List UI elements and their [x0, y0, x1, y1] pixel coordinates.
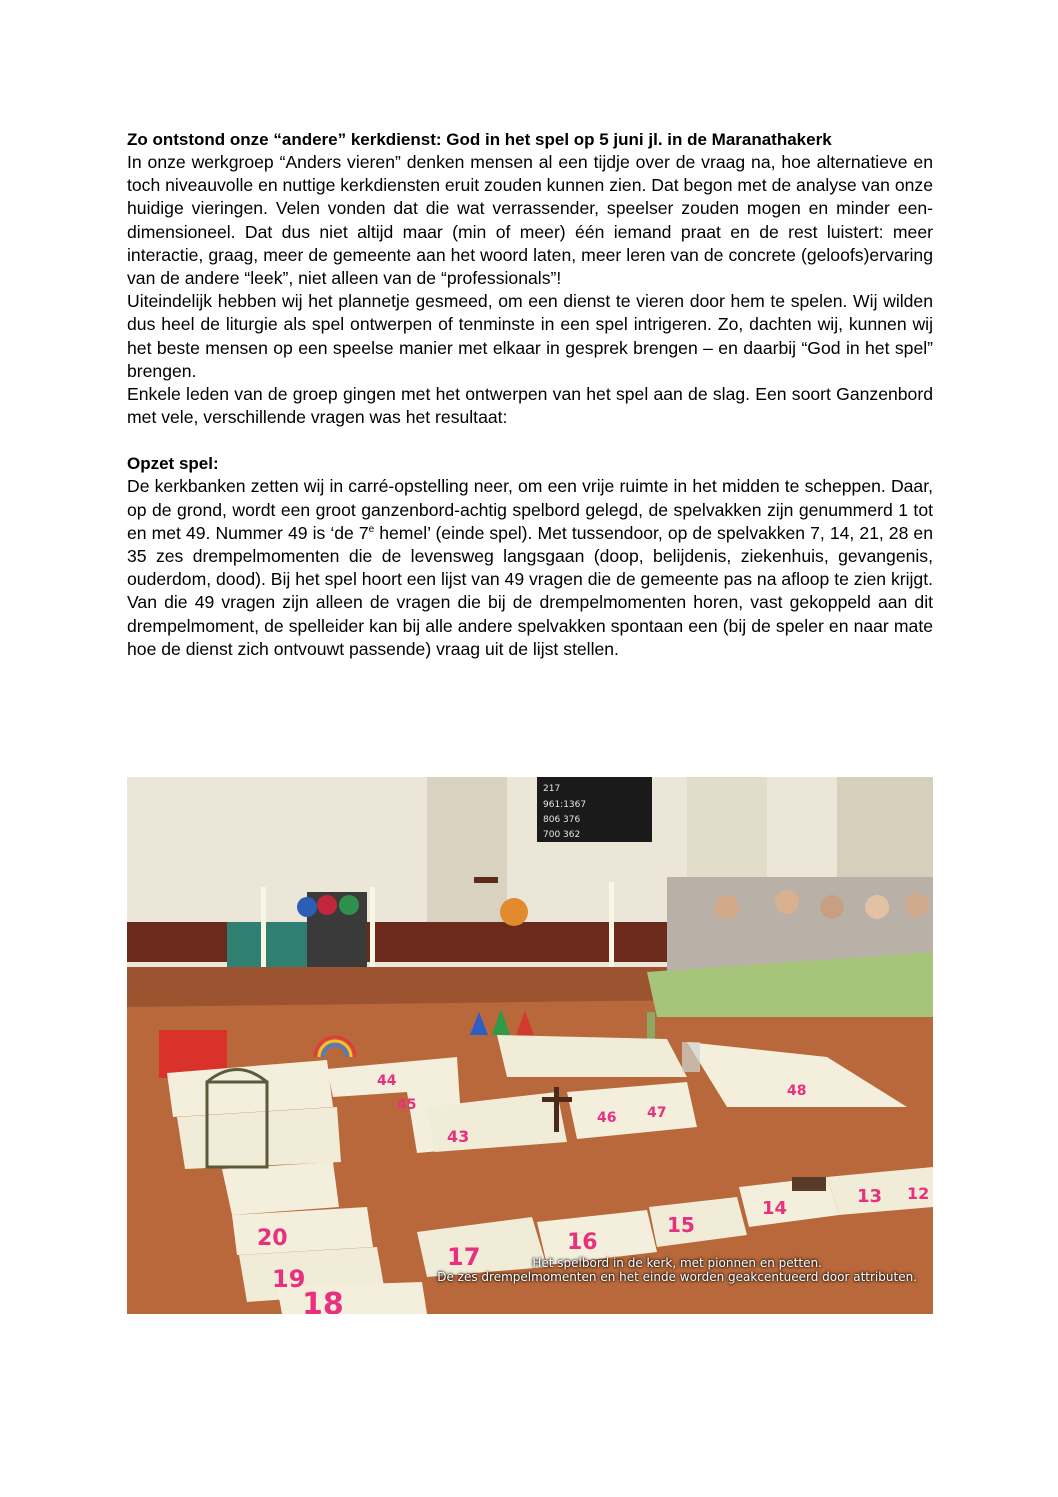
- board-tile: [497, 1035, 687, 1077]
- board-number: 17: [447, 1243, 481, 1271]
- caption-line-1: Het spelbord in de kerk, met pionnen en petten.: [532, 1256, 822, 1270]
- board-tile: [177, 1107, 341, 1169]
- wooden-cross: [542, 1097, 572, 1102]
- person: [775, 890, 799, 914]
- paragraph-intro-1: In onze werkgroep “Anders vieren” denken mensen al een tijdje over de vraag na, hoe alternatieve en toch niveauvolle en nuttige kerkdiensten eruit zouden kunnen zien. Dat begon met de analyse van onze huidige vieringen. Velen vonden dat die wat verrassender, speelser zouden mogen en minder een-dimensioneel. Dat dus niet altijd maar (min of meer) één iemand praat en de rest luistert: meer interactie, graag, meer de gemeente aan het woord laten, meer leren van de concrete (geloofs)ervaring van de andere “leek”, niet alleen van de “professionals”!: [127, 152, 933, 289]
- board-number: 20: [257, 1226, 288, 1251]
- church-board-photo: [127, 777, 933, 1314]
- candle: [261, 887, 266, 967]
- person: [715, 895, 739, 919]
- wall-pillar: [427, 777, 507, 927]
- cap: [339, 895, 359, 915]
- person: [905, 893, 929, 917]
- section-heading: Opzet spel:: [127, 454, 219, 474]
- board-number: 16: [567, 1230, 598, 1255]
- board-number: 19: [272, 1265, 306, 1293]
- board-tile: [232, 1207, 373, 1255]
- glass-vase: [682, 1042, 700, 1072]
- photo-illustration: [127, 777, 933, 1314]
- person: [820, 895, 844, 919]
- flowers: [500, 898, 528, 926]
- board-number: 15: [667, 1213, 695, 1237]
- board-number: 46: [597, 1110, 617, 1126]
- board-number: 45: [397, 1097, 417, 1113]
- candle: [370, 887, 375, 967]
- hymn-board-line: 217: [543, 784, 561, 794]
- paragraph-intro-2: Uiteindelijk hebben wij het plannetje gesmeed, om een dienst te vieren door hem te spelen. Wij wilden dus heel de liturgie als spel ontwerpen of tenminste in een spel intrigeren. Zo, dachten wij, kunnen wij het beste mensen op een speelse manier met elkaar in gesprek brengen – en daarbij “God in het spel” brengen.: [127, 291, 933, 381]
- candle: [609, 882, 614, 972]
- paragraph-setup: [127, 475, 933, 661]
- book: [792, 1177, 826, 1191]
- board-number: 14: [762, 1198, 788, 1219]
- cap: [297, 897, 317, 917]
- altar-rail: [127, 922, 687, 962]
- altar-cloth: [227, 922, 317, 972]
- board-number: 18: [302, 1287, 344, 1314]
- cap: [317, 895, 337, 915]
- article-title: Zo ontstond onze “andere” kerkdienst: God in het spel op 5 juni jl. in de Maranathakerk: [127, 130, 832, 149]
- caption-line-2: De zes drempelmomenten en het einde worden geakcentueerd door attributen.: [437, 1270, 917, 1284]
- photo-caption: [437, 1256, 917, 1284]
- board-number: 47: [647, 1105, 667, 1121]
- paragraph-gap: [127, 429, 933, 452]
- board-number: 13: [857, 1186, 883, 1207]
- board-number: 12: [907, 1184, 930, 1203]
- wooden-cross: [554, 1087, 559, 1132]
- board-number: 48: [787, 1083, 807, 1099]
- board-number: 44: [377, 1073, 397, 1089]
- setup-text-part-2: hemel’ (einde spel). Met tussendoor, op de spelvakken 7, 14, 21, 28 en 35 zes drempelmomenten die de levensweg langsgaan (doop, belijdenis, ziekenhuis, gevangenis, ouderdom, dood). Bij het spel hoort een lijst van 49 vragen die de gemeente pas na afloop te zien krijgt. Van die 49 vragen zijn alleen de vragen die bij de drempelmomenten horen, vast gekoppeld aan dit drempelmoment, de spelleider kan bij alle andere spelvakken spontaan een (bij de speler en naar mate hoe de dienst zich ontvouwt passende) vraag uit de lijst stellen.: [127, 522, 933, 659]
- person: [865, 895, 889, 919]
- lectern: [474, 877, 498, 883]
- hymn-board-line: 806 376: [543, 815, 581, 825]
- hymn-board-line: 700 362: [543, 830, 581, 840]
- setup-text-part-1: De kerkbanken zetten wij in carré-opstelling neer, om een vrije ruimte in het midden te scheppen. Daar, op de grond, wordt een groot ganzenbord-achtig spelbord gelegd, de spelvakken zijn genummerd 1 tot en met 49. Nummer 49 is ‘de 7: [127, 476, 933, 543]
- setup-superscript: e: [368, 523, 375, 535]
- document-page: [127, 128, 933, 661]
- paragraph-intro-3: Enkele leden van de groep gingen met het ontwerpen van het spel aan de slag. Een soort Ganzenbord met vele, verschillende vragen was het resultaat:: [127, 384, 933, 428]
- hymn-board-line: 961:1367: [543, 800, 587, 810]
- board-number: 43: [447, 1127, 470, 1146]
- board-tile: [222, 1162, 339, 1215]
